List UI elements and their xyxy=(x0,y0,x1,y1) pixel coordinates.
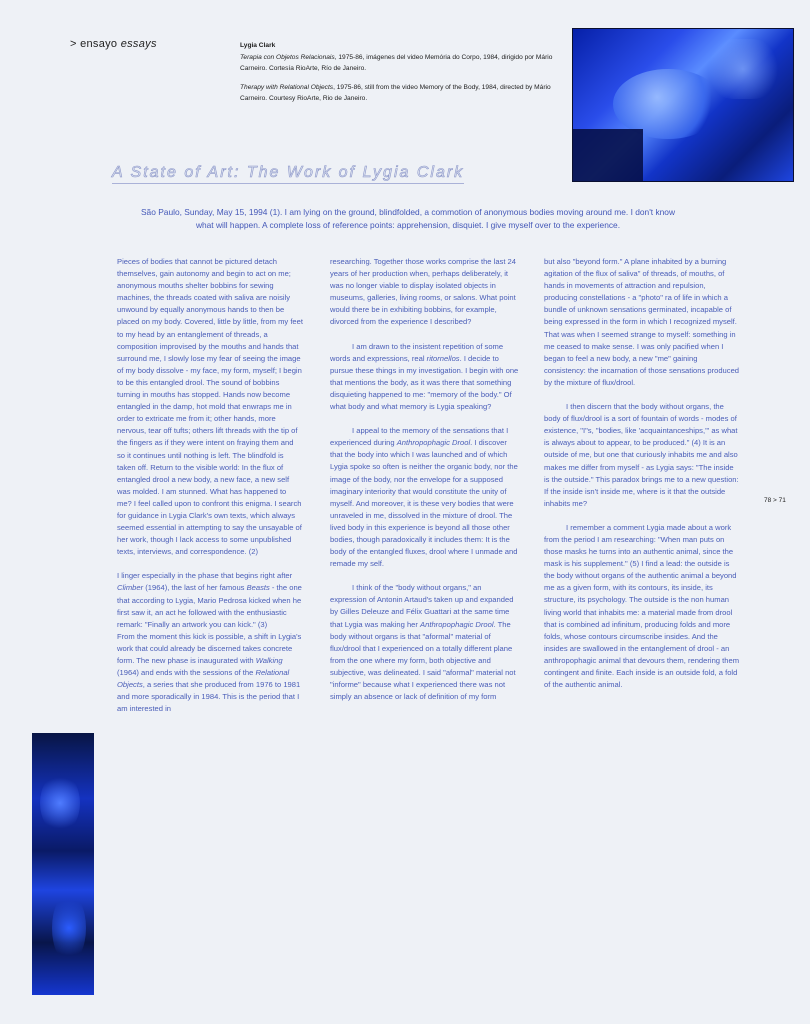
video-still-photo-left xyxy=(32,733,94,995)
caption-artist-name: Lygia Clark xyxy=(240,42,276,49)
paragraph: I think of the "body without organs," an expression of Antonin Artaud's taken up and expanded by Gilles Deleuze and Félix Guattari at the same time that Lygia was making her Anthropophagic Drool. The body without organs is that "aformal" material of flux/drool that I experienced on a totally different plane from the one where my form, both objective and subjective, was delineated. I said "aformal" material not "informe" because what I experienced there was not simply an absence or lack of definition of my form xyxy=(330,583,516,702)
text-column-2 xyxy=(330,256,520,715)
paragraph: I remember a comment Lygia made about a work from the period I am researching: "When man puts on those masks he turns into an authentic animal, since the mask is his supplement." (5) I find a lead: the outside is the body without organs of the authentic animal a beyond me as a given form, with its contours, its inside, its structure, its psychology. The outside is the non human living world that inhabits me: a material made from drool that is combined ad infinitum, producing folds and more folds, whose contours circumscribe insides. And the insides are swallowed in the entanglement of drool - an anthropophagic animal that devours them, rendering them contingent and finite. Each inside is an outside fold, a fold of the authentic animal. xyxy=(544,522,740,690)
video-still-photo-top xyxy=(572,28,794,182)
article-lede: São Paulo, Sunday, May 15, 1994 (1). I am lying on the ground, blindfolded, a commotion of anonymous bodies moving around me. I don't know what will happen. A complete loss of reference points: apprehension, disquiet. I give myself over to the experience. xyxy=(140,207,676,230)
paragraph: I am drawn to the insistent repetition of some words and expressions, real ritornellos. I decide to pursue these things in my investigation. I begin with one that mentions the body, as it was there that something disquieting happened to me: "memory of the body." Of what body and what memory is Lygia speaking? xyxy=(330,341,519,412)
photo-caption xyxy=(240,40,560,112)
paragraph: but also "beyond form." A plane inhabited by a burning agitation of the flux of saliva" of threads, of mouths, of hands in movements of attraction and repulsion, producing constellations - a "photo" ra of life in which a bundle of unknown sensations germinated, incapable of being expressed in the form in which I recognized myself. That was when I seemed strange to myself: something in me ceased to make sense. I was only pacified when I began to feel a new body, a new "me" gaining consistency: the incarnation of those sensations produced by the mixture of flux/drool. xyxy=(544,257,740,387)
page-numbers: 78 > 71 xyxy=(764,497,786,504)
caption-es-title: Terapia con Objetos Relacionais xyxy=(240,53,335,61)
caption-es-text: , 1975-86, imágenes del video Memória do Corpo, 1984, dirigido por Mário Carneiro. Cortesía RioArte, Río de Janeiro. xyxy=(240,53,553,72)
caption-en-text: , 1975-86, still from the video Memory of the Body, 1984, directed by Mário Carneiro. Courtesy RioArte, Rio de Janeiro. xyxy=(240,83,551,102)
paragraph: researching. Together those works comprise the last 24 years of her production when, perhaps deliberately, it was no longer viable to display isolated objects in museums, galleries, living rooms, or salons. What point would there be in exhibiting bobbins, for example, divorced from the experience I described? xyxy=(330,257,517,327)
paragraph: I linger especially in the phase that begins right after Climber (1964), the last of her famous Beasts - the one that according to Lygia, Mario Pedrosa kicked when he first saw it, an act he followed with the enthusiastic remark: "Finally an artwork you can kick." (3) xyxy=(117,571,302,629)
text-column-3 xyxy=(544,256,740,703)
text-column-1 xyxy=(117,256,303,727)
section-label-es: > ensayo xyxy=(70,38,118,50)
paragraph: Pieces of bodies that cannot be pictured detach themselves, gain autonomy and begin to act on me; anonymous mouths shelter bobbins for sewing machines, the threads coated with saliva are noisily unwound by equally anonymous hands to then be placed on my body. Covered, little by little, from my feet to my head by an entanglement of threads, a composition improvised by the mouths and hands that surround me, I slowly lose my fear of seeing the image of my body dissolve - my face, my form, myself; I begin to be this entangled drool. The sound of bobbins turning in mouths has stopped. Hands now become entangled in the damp, hot mold that enwraps me in order to extricate me from it; other hands, more nervous, tear off tufts; others lift threads with the tip of the fingers as if they were intent on fraying them and so it continues until nothing is left. The blindfold is taken off. Return to the visible world: In the flux of entangled drool a new body, a new face, a new self was molded. I am stunned. What has happened to me? I feel called upon to confront this enigma. I search for guidance in Lygia Clark's own texts, which always seemed essential in attempting to say the unsayable of her work, though I lack access to some unpublished texts, interviews, and correspondence. (2) xyxy=(117,257,303,557)
article-title: A State of Art: The Work of Lygia Clark xyxy=(112,164,464,182)
section-label xyxy=(70,38,157,50)
paragraph: I then discern that the body without organs, the body of flux/drool is a sort of fountain of words - modes of existence, "I"s, "bodies, like 'acquaintanceships,'" as what is always about to appear, to be produced." (4) It is an outside of me, but one that curiously inhabits me and also makes me differ from myself - as Lygia says: "The inside is the outside." This paradox brings me to a new question: If the inside isn't inside me, where is it that the outside inhabits me? xyxy=(544,402,739,508)
caption-en-title: Therapy with Relational Objects xyxy=(240,83,334,91)
section-label-en: essays xyxy=(120,38,157,50)
paragraph: I appeal to the memory of the sensations that I experienced during Anthropophagic Drool. I discover that the body into which I was launched and of which Lygia spoke so often is neither the organic body, nor the image of the body, nor the envelope for a supposed imaginary interiority that would constitute the unity of myself. And moreover, it is these very bodies that were unraveled in me, dissolved in the mixture of drool. The lived body in this experience is beyond all those other bodies, though paradoxically it includes them: It is the body of the entangled fluxes, drool where I unmade and remade my self. xyxy=(330,426,518,569)
paragraph: From the moment this kick is possible, a shift in Lygia's work that could already be discerned takes concrete form. The new phase is inaugurated with Walking (1964) and ends with the sessions of the Relational Objects, a series that she produced from 1976 to 1981 and more sporadically in 1984. This is the period that I am interested in xyxy=(117,631,302,714)
